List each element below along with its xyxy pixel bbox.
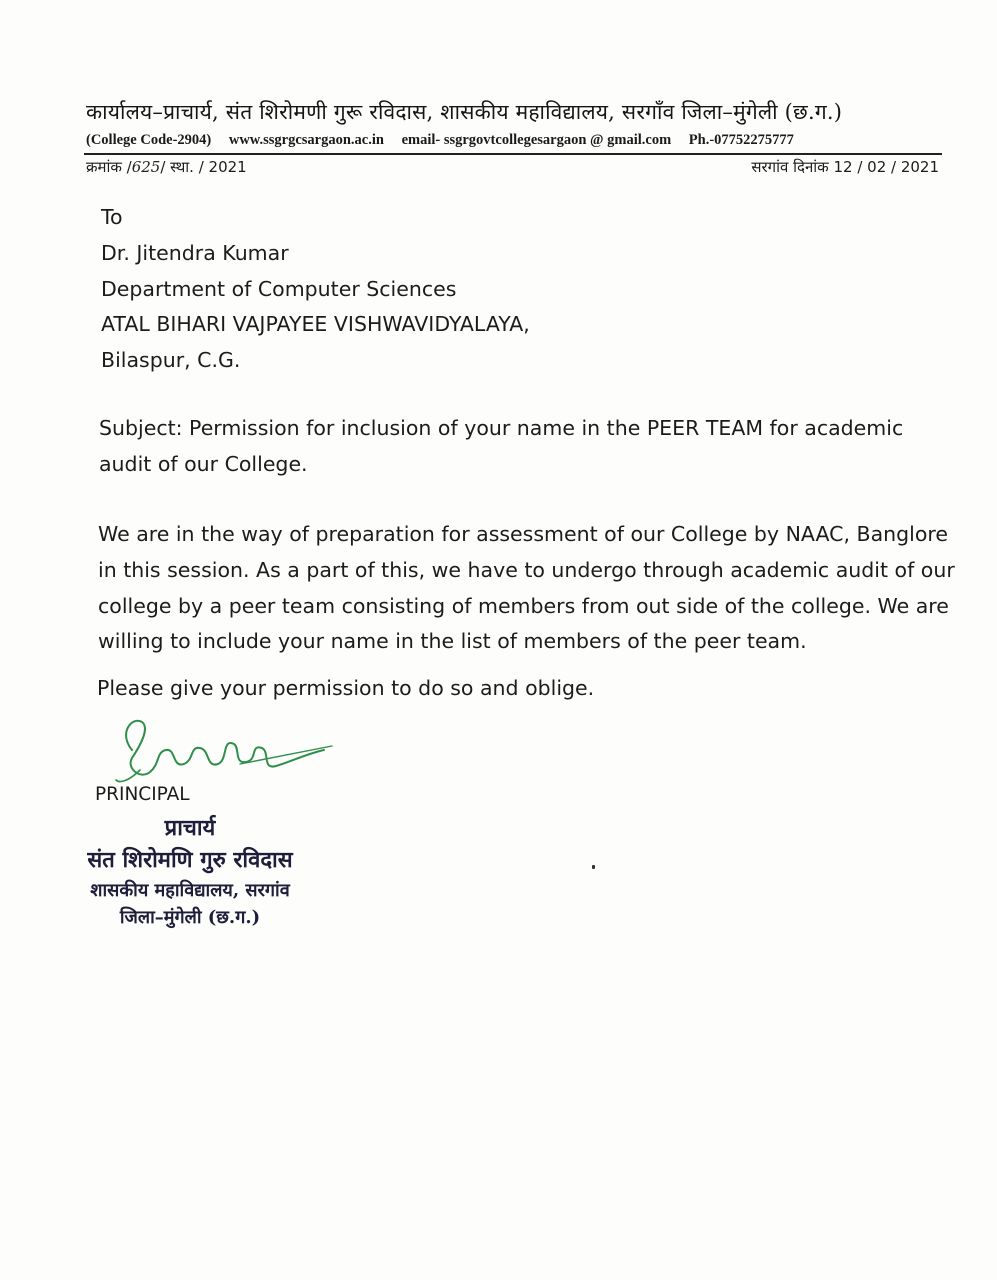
recipient-address <box>101 200 530 379</box>
college-website: www.ssgrgcsargaon.ac.in <box>228 132 384 148</box>
official-stamp <box>40 812 340 929</box>
signoff-title: PRINCIPAL <box>95 784 190 805</box>
stamp-college-type: शासकीय महाविद्यालय, सरगांव <box>90 880 290 901</box>
reference-number <box>86 157 247 177</box>
stamp-district: जिला–मुंगेली (छ.ग.) <box>119 907 261 928</box>
letter-closing: Please give your permission to do so and oblige. <box>97 676 595 700</box>
recipient-name: Dr. Jitendra Kumar <box>101 240 289 265</box>
recipient-city: Bilaspur, C.G. <box>101 348 241 373</box>
college-code: (College Code-2904) <box>86 132 212 148</box>
recipient-department: Department of Computer Sciences <box>101 276 457 301</box>
stamp-designation: प्राचार्य <box>164 815 216 841</box>
recipient-institution: ATAL BIHARI VAJPAYEE VISHWAVIDYALAYA, <box>101 312 530 337</box>
college-email: email- ssgrgovtcollegesargaon @ gmail.com <box>401 132 672 148</box>
letter-body: We are in the way of preparation for assessment of our College by NAAC, Banglore in this session. As a part of this, we have to undergo through academic audit of our college by a peer team consisting of members from out side of the college. We are willing to include your name in the list of members of the peer team. <box>98 522 955 654</box>
reference-suffix: / स्था. / 2021 <box>160 158 247 176</box>
college-phone: Ph.-07752275777 <box>688 132 794 148</box>
letterhead-divider <box>84 153 942 155</box>
letter-date: सरगांव दिनांक 12 / 02 / 2021 <box>751 158 939 176</box>
ink-mark <box>592 865 595 869</box>
letter-subject: Subject: Permission for inclusion of your name in the PEER TEAM for academic audit of our College. <box>99 416 904 476</box>
salutation-to: To <box>101 205 123 229</box>
reference-handwritten-number: 625 <box>131 158 161 176</box>
letterhead-contact <box>86 132 956 149</box>
stamp-college-name: संत शिरोमणि गुरु रविदास <box>87 847 293 873</box>
letterhead-title: कार्यालय–प्राचार्य, संत शिरोमणी गुरू रविदास, शासकीय महाविद्यालय, सरगाँव जिला–मुंगेली (छ.ग.) <box>86 100 843 124</box>
reference-prefix: क्रमांक / <box>86 158 132 176</box>
